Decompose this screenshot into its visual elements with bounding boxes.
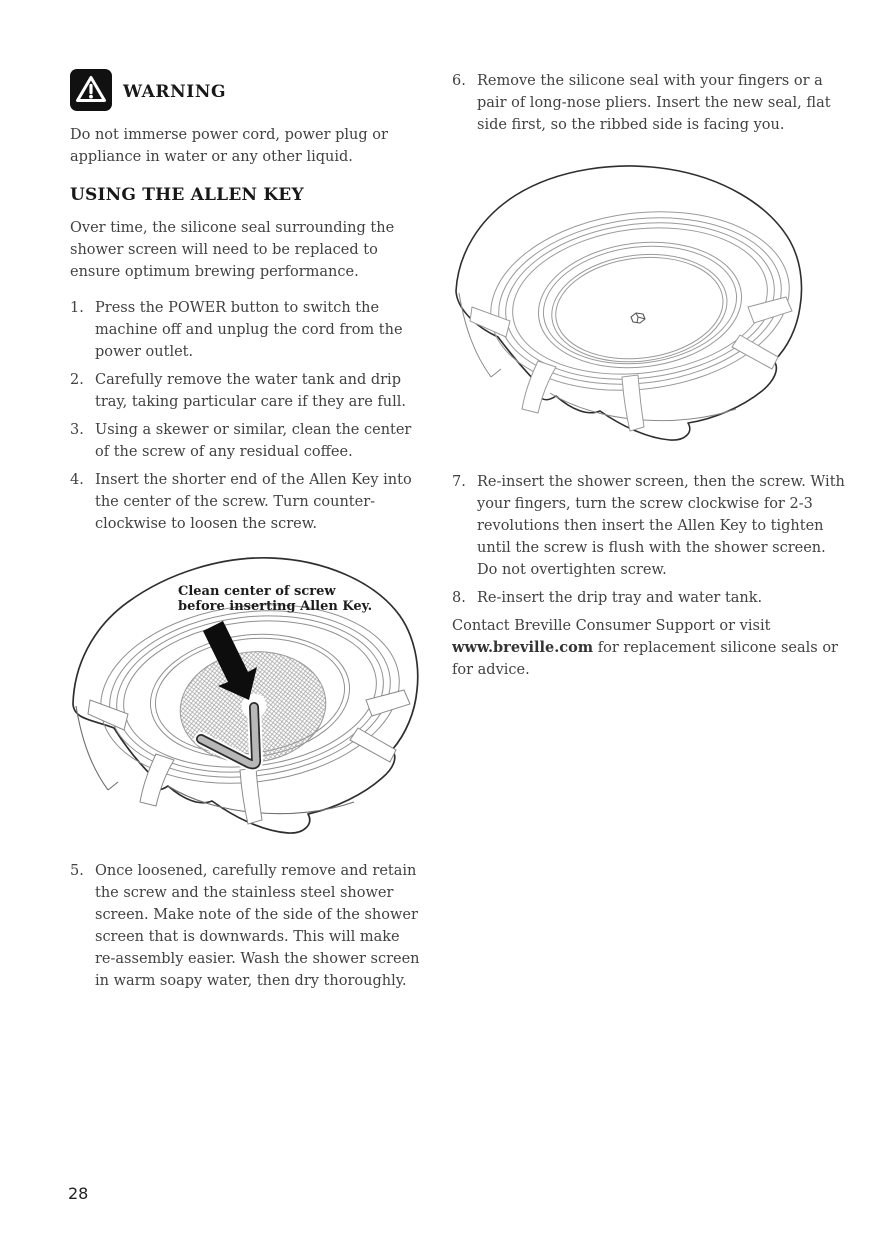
steps-5 bbox=[70, 860, 422, 992]
step-4 bbox=[70, 469, 422, 535]
step-6 bbox=[452, 70, 845, 136]
step-7 bbox=[452, 471, 845, 581]
figure-caption-line1: Clean center of screw bbox=[178, 584, 336, 599]
steps-6 bbox=[452, 70, 845, 136]
step-5 bbox=[70, 860, 422, 992]
step-number: 7. bbox=[452, 474, 466, 490]
step-8 bbox=[452, 587, 845, 609]
steps-7-8 bbox=[452, 471, 845, 609]
step-text: Press the POWER button to switch the machine off and unplug the cord from the power outlet. bbox=[95, 300, 403, 360]
warning-heading: WARNING bbox=[123, 82, 227, 102]
step-text: Using a skewer or similar, clean the center of the screw of any residual coffee. bbox=[95, 422, 412, 460]
figure-caption bbox=[178, 584, 398, 614]
section-heading: USING THE ALLEN KEY bbox=[70, 185, 304, 205]
step-number: 3. bbox=[70, 422, 84, 438]
contact-paragraph bbox=[452, 615, 845, 681]
page-number: 28 bbox=[68, 1184, 89, 1203]
step-3 bbox=[70, 419, 422, 463]
step-number: 8. bbox=[452, 590, 466, 606]
step-number: 5. bbox=[70, 863, 84, 879]
step-text: Remove the silicone seal with your fingers or a pair of long-nose pliers. Insert the new seal, flat side first, so the ribbed side is facing you. bbox=[477, 73, 831, 133]
warning-header bbox=[70, 71, 422, 113]
step-1 bbox=[70, 297, 422, 363]
step-number: 6. bbox=[452, 73, 466, 89]
left-column bbox=[70, 70, 422, 998]
contact-text: for replacement silicone seals or for advice. bbox=[452, 640, 838, 678]
step-text: Carefully remove the water tank and drip tray, taking particular care if they are full. bbox=[95, 372, 407, 410]
figure-group-head-screw bbox=[448, 163, 808, 443]
breville-url: www.breville.com bbox=[452, 639, 594, 656]
step-number: 1. bbox=[70, 300, 84, 316]
figure-shower-screen-with-allen-key bbox=[64, 554, 420, 842]
step-text: Once loosened, carefully remove and retain the screw and the stainless steel shower screen. Make note of the side of the shower screen that is downwards. This will make re-assembly easier. Wash the shower screen in warm soapy water, then dry thoroughly. bbox=[95, 863, 420, 989]
step-number: 4. bbox=[70, 472, 84, 488]
steps-1-4 bbox=[70, 297, 422, 535]
contact-text: Contact Breville Consumer Support or visit bbox=[452, 618, 771, 634]
step-number: 2. bbox=[70, 372, 84, 388]
warning-text: Do not immerse power cord, power plug or appliance in water or any other liquid. bbox=[70, 127, 388, 165]
step-text: Insert the shorter end of the Allen Key into the center of the screw. Turn counter-clockwise to loosen the screw. bbox=[95, 472, 412, 532]
right-column bbox=[452, 70, 845, 681]
group-head-screw-illustration bbox=[448, 163, 808, 443]
step-text: Re-insert the shower screen, then the screw. With your fingers, turn the screw clockwise for 2-3 revolutions then insert the Allen Key to tighten until the screw is flush with the shower screen. Do not overtighten screw. bbox=[477, 474, 845, 578]
intro-paragraph: Over time, the silicone seal surrounding the shower screen will need to be replaced to ensure optimum brewing performance. bbox=[70, 220, 395, 280]
figure-caption-line2: before inserting Allen Key. bbox=[178, 599, 373, 614]
step-text: Re-insert the drip tray and water tank. bbox=[477, 590, 763, 606]
step-2 bbox=[70, 369, 422, 413]
warning-triangle-icon bbox=[70, 69, 112, 115]
